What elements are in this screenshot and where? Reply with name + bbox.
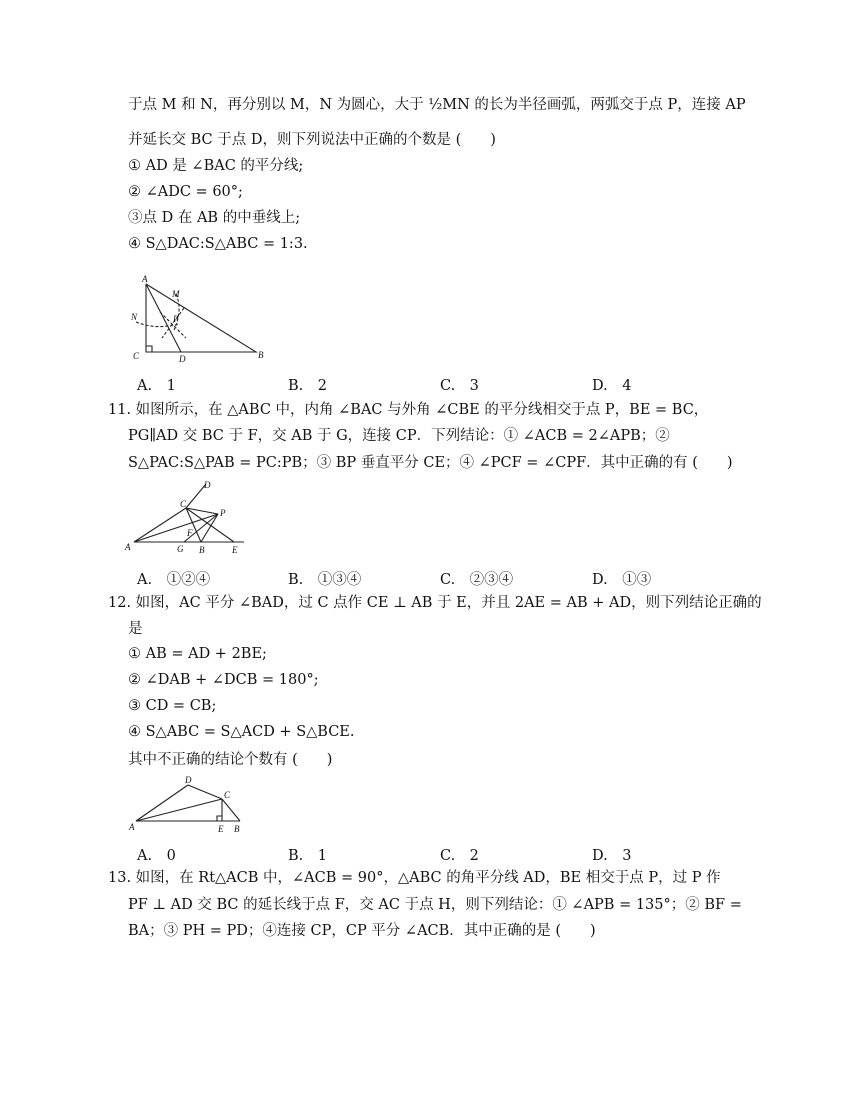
q10-label-a: A	[142, 274, 148, 284]
q12-label-e: E	[218, 824, 224, 834]
q10-label-c: C	[133, 351, 140, 361]
q12-figure	[126, 773, 246, 835]
q10-right-angle-mark	[146, 346, 152, 352]
q12-label-d: D	[185, 775, 192, 785]
q12-statement-4: ④ S△ABC = S△ACD + S△BCE.	[128, 724, 355, 740]
q10-label-n: N	[131, 312, 138, 322]
q10-label-b: B	[258, 350, 264, 360]
q11-line2: PG∥AD 交 BC 于 F，交 AB 于 G，连接 CP．下列结论：① ∠ACB = 2∠APB；②	[128, 428, 670, 444]
q11-option-d[interactable]: D. ①③	[592, 572, 652, 588]
q12-segment-cb	[222, 799, 240, 821]
q12-option-c[interactable]: C. 2	[440, 848, 479, 864]
q10-option-d[interactable]: D. 4	[592, 378, 632, 394]
q11-figure	[124, 478, 249, 560]
q12-option-b[interactable]: B. 1	[288, 848, 327, 864]
q11-label-b: B	[199, 545, 205, 555]
q10-label-d: D	[179, 354, 186, 364]
q12-right-angle-mark	[217, 816, 222, 821]
q12-segment-dc	[188, 785, 222, 799]
q10-line2: 并延长交 BC 于点 D，则下列说法中正确的个数是 ( )	[128, 132, 496, 148]
q11-segment-bp	[201, 514, 218, 542]
q12-statement-1: ① AB = AD + 2BE;	[128, 646, 267, 662]
q12-segment-ac	[136, 799, 222, 821]
q11-label-d: D	[204, 480, 211, 490]
q11-label-a: A	[125, 542, 131, 552]
q12-label-b: B	[234, 824, 240, 834]
q12-line2: 是	[128, 621, 143, 637]
q12-statement-2: ② ∠DAB + ∠DCB = 180°;	[128, 672, 319, 688]
q11-label-p: P	[220, 508, 226, 518]
q11-label-e: E	[232, 545, 238, 555]
q11-option-c[interactable]: C. ②③④	[440, 572, 514, 588]
q12-option-d[interactable]: D. 3	[592, 848, 632, 864]
q10-figure	[128, 272, 273, 364]
q11-label-g: G	[177, 544, 184, 554]
q12-statement-3: ③ CD = CB;	[128, 698, 217, 714]
q10-statement-2: ② ∠ADC = 60°;	[128, 184, 243, 200]
q10-triangle	[146, 284, 256, 352]
q12-label-c: C	[224, 790, 231, 800]
q13-line3: BA；③ PH = PD；④连接 CP，CP 平分 ∠ACB．其中正确的是 ( )	[128, 923, 596, 939]
q10-statement-1: ① AD 是 ∠BAC 的平分线;	[128, 158, 304, 174]
q11-label-c: C	[180, 499, 187, 509]
q10-line1: 于点 M 和 N，再分别以 M，N 为圆心，大于 ½MN 的长为半径画弧，两弧交于点 P，连接 AP	[128, 97, 746, 113]
q10-label-m: M	[172, 289, 180, 299]
q10-option-b[interactable]: B. 2	[288, 378, 327, 394]
q12-segment-ad	[136, 785, 188, 821]
q13-line2: PF ⊥ AD 交 BC 的延长线于点 F，交 AC 于点 H，则下列结论：① ∠APB = 135°；② BF =	[128, 897, 742, 913]
q11-option-a[interactable]: A. ①②④	[137, 572, 211, 588]
q11-segment-ac	[134, 508, 186, 542]
q11-label-f: F	[187, 528, 193, 538]
q10-option-c[interactable]: C. 3	[440, 378, 479, 394]
q11-line3: S△PAC:S△PAB = PC:PB；③ BP 垂直平分 CE；④ ∠PCF = ∠CPF．其中正确的有 ( )	[128, 455, 733, 471]
q10-statement-4: ④ S△DAC:S△ABC = 1:3.	[128, 236, 308, 252]
q10-option-a[interactable]: A. 1	[137, 378, 176, 394]
q10-arc-m	[174, 294, 179, 330]
q10-label-p: P	[173, 314, 179, 324]
q12-line1: 12. 如图，AC 平分 ∠BAD，过 C 点作 CE ⊥ AB 于 E，并且 2AE = AB + AD，则下列结论正确的	[108, 595, 762, 611]
q12-line-end: 其中不正确的结论个数有 ( )	[128, 752, 333, 768]
q11-segment-cd	[186, 484, 206, 508]
q11-segment-ap	[134, 514, 218, 542]
q12-label-a: A	[129, 822, 135, 832]
q12-option-a[interactable]: A. 0	[137, 848, 176, 864]
q11-line1: 11. 如图所示，在 △ABC 中，内角 ∠BAC 与外角 ∠CBE 的平分线相交于点 P，BE = BC，	[108, 402, 709, 418]
q11-option-b[interactable]: B. ①③④	[288, 572, 362, 588]
q13-line1: 13. 如图，在 Rt△ACB 中，∠ACB = 90°，△ABC 的角平分线 AD，BE 相交于点 P，过 P 作	[108, 870, 721, 886]
q10-statement-3: ③点 D 在 AB 的中垂线上;	[128, 210, 301, 226]
